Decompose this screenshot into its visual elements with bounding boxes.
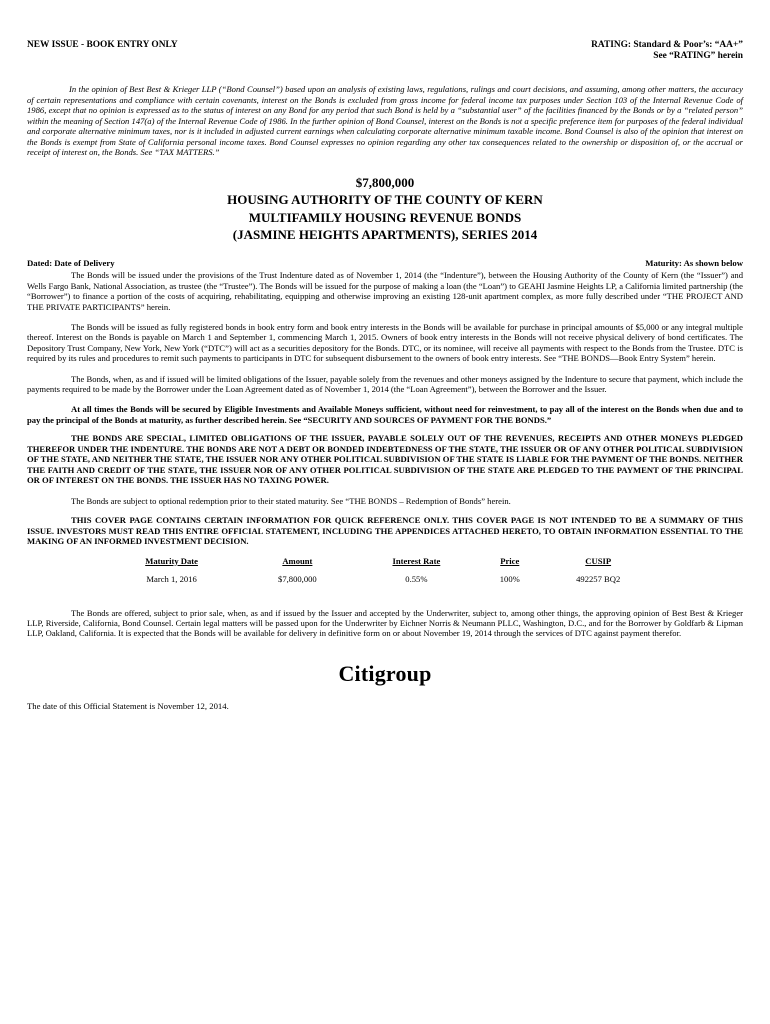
amount-cell: $7,800,000: [278, 573, 317, 584]
statement-date: The date of this Official Statement is November 12, 2014.: [27, 700, 229, 711]
bond-title: [27, 174, 743, 244]
cusip-cell: 492257 BQ2: [576, 573, 621, 584]
maturity-label: Maturity: As shown below: [645, 257, 743, 268]
issue-type: NEW ISSUE - BOOK ENTRY ONLY: [27, 40, 178, 50]
paragraph-security: At all times the Bonds will be secured by Eligible Investments and Available Moneys sufficient, without need for reinvestment, to pay all of the interest on the Bonds when due and to pay the principal of the Bonds at maturity, as further described herein. See “SECURITY AND SOURCES OF PAYMENT FOR THE BONDS.”: [27, 404, 743, 425]
bond-series: (JASMINE HEIGHTS APARTMENTS), SERIES 2014: [232, 227, 538, 243]
rating-reference: See “RATING” herein: [653, 51, 743, 61]
rating-line: RATING: Standard & Poor’s: “AA+”: [591, 40, 743, 50]
paragraph-cover-notice: THIS COVER PAGE CONTAINS CERTAIN INFORMATION FOR QUICK REFERENCE ONLY. THIS COVER PAGE IS NOT INTENDED TO BE A SUMMARY OF THIS ISSUE. INVESTORS MUST READ THIS ENTIRE OFFICIAL STATEMENT, INCLUDING THE APPENDICES ATTACHED HERETO, TO OBTAIN INFORMATION ESSENTIAL TO THE MAKING OF AN INFORMED INVESTMENT DECISION.: [27, 515, 743, 547]
column-header: Price: [500, 555, 520, 566]
header-row: [27, 40, 743, 62]
tax-opinion: In the opinion of Best Best & Krieger LLP (“Bond Counsel”) based upon an analysis of existing laws, regulations, rulings and court decisions, and assuming, among other matters, the accuracy of certain representations and compliance with certain covenants, interest on the Bonds is excluded from gross income for federal income tax purposes under Section 103 of the Internal Revenue Code of 1986, except that no opinion is expressed as to the status of interest on any Bond for any period that such Bond is held by a “substantial user” of the facilities financed by the Bonds or by a “related person” within the meaning of Section 147(a) of the Internal Revenue Code of 1986. In the further opinion of Bond Counsel, interest on the Bonds is not a specific preference item for purposes of the federal individual and corporate alternative minimum taxes, nor is it included in adjusted current earnings when calculating corporate alternative minimum taxable income. Bond Counsel is also of the opinion that interest on the Bonds is exempt from State of California personal income taxes. Bond Counsel expresses no opinion regarding any other tax consequences related to the ownership or disposition of, or the accrual or receipt of interest on, the Bonds. See “TAX MATTERS.”: [27, 84, 743, 158]
column-header: CUSIP: [585, 555, 612, 566]
cover-page: [27, 40, 743, 711]
maturity-date-cell: March 1, 2016: [146, 573, 197, 584]
dated-label: Dated: Date of Delivery: [27, 257, 115, 268]
bond-type: MULTIFAMILY HOUSING REVENUE BONDS: [248, 209, 522, 225]
price-cell: 100%: [499, 573, 520, 584]
underwriter-logo: Citigroup: [338, 660, 432, 686]
column-header: Maturity Date: [145, 555, 198, 566]
issuer-name: HOUSING AUTHORITY OF THE COUNTY OF KERN: [227, 192, 543, 208]
maturity-table: [99, 556, 659, 584]
column-header: Amount: [282, 555, 313, 566]
column-header: Interest Rate: [392, 555, 441, 566]
paragraph-offering: The Bonds are offered, subject to prior sale, when, as and if issued by the Issuer and accepted by the Underwriter, subject to, among other things, the approving opinion of Best Best & Krieger LLP, Riverside, California, Bond Counsel. Certain legal matters will be passed upon for the Underwriter by Eichner Norris & Neumann PLLC, Washington, D.C., and for the Borrower by Goldfarb & Lipman LLP, Oakland, California. It is expected that the Bonds will be available for delivery in definitive form on or about November 19, 2014 through the services of DTC against payment therefor.: [27, 607, 743, 639]
dated-maturity-row: [27, 258, 743, 269]
paragraph-limited-obligations: The Bonds, when, as and if issued will be limited obligations of the Issuer, payable solely from the revenues and other moneys assigned by the Indenture to secure that payment, which include the payments required to be made by the Borrower under the Loan Agreement dated as of November 1, 2014 (the “Loan Agreement”), between the Borrower and the Issuer.: [27, 373, 743, 394]
paragraph-book-entry: The Bonds will be issued as fully registered bonds in book entry form and book entry interests in the Bonds will be available for purchase in principal amounts of $5,000 or any integral multiple thereof. Interest on the Bonds is payable on March 1 and September 1, commencing March 1, 2015. Owners of book entry interests in the Bonds will not receive physical delivery of bond certificates. The Depository Trust Company, New York, New York (“DTC”) will act as a securities depository for the Bonds. DTC, or its nominee, will receive all payments with respect to the Bonds from the Trustee. DTC is required by its rules and procedures to remit such payments to participants in DTC for subsequent disbursement to the owners of book entry interests. See “THE BONDS—Book Entry System” herein.: [27, 321, 743, 364]
rating-block: [591, 40, 743, 62]
table-row: [99, 574, 659, 584]
table-header-row: [99, 556, 659, 574]
paragraph-special-obligations: THE BONDS ARE SPECIAL, LIMITED OBLIGATIONS OF THE ISSUER, PAYABLE SOLELY OUT OF THE REVENUES, RECEIPTS AND OTHER MONEYS PLEDGED THEREFOR UNDER THE INDENTURE. THE BONDS ARE NOT A DEBT OR BONDED INDEBTEDNESS OF THE STATE, THE ISSUER OR OF ANY OTHER POLITICAL SUBDIVISION OF THE STATE, AND NEITHER THE STATE, THE ISSUER NOR ANY OTHER POLITICAL SUBDIVISION OF THE STATE IS LIABLE FOR THE PAYMENT OF THE BONDS. NEITHER THE FAITH AND CREDIT OF THE STATE, THE ISSUER NOR OF ANY OTHER POLITICAL SUBDIVISION OF THE STATE ARE PLEDGED TO THE PAYMENT OF THE PRINCIPAL OR OF INTEREST ON THE BONDS. THE ISSUER HAS NO TAXING POWER.: [27, 433, 743, 486]
interest-rate-cell: 0.55%: [405, 573, 428, 584]
paragraph-redemption: The Bonds are subject to optional redemption prior to their stated maturity. See “THE BONDS – Redemption of Bonds” herein.: [71, 495, 511, 506]
bond-amount: $7,800,000: [355, 174, 415, 190]
paragraph-indenture: The Bonds will be issued under the provisions of the Trust Indenture dated as of November 1, 2014 (the “Indenture”), between the Housing Authority of the County of Kern (the “Issuer”) and Wells Fargo Bank, National Association, as trustee (the “Trustee”). The Bonds will be issued for the purpose of making a loan (the “Loan”) to GEAHI Jasmine Heights LP, a California limited partnership (the “Borrower”) to finance a portion of the costs of acquiring, rehabilitating, equipping and otherwise improving an existing 128-unit apartment complex, as more fully described under “THE PROJECT AND THE PRIVATE PARTICIPANTS” herein.: [27, 270, 743, 312]
